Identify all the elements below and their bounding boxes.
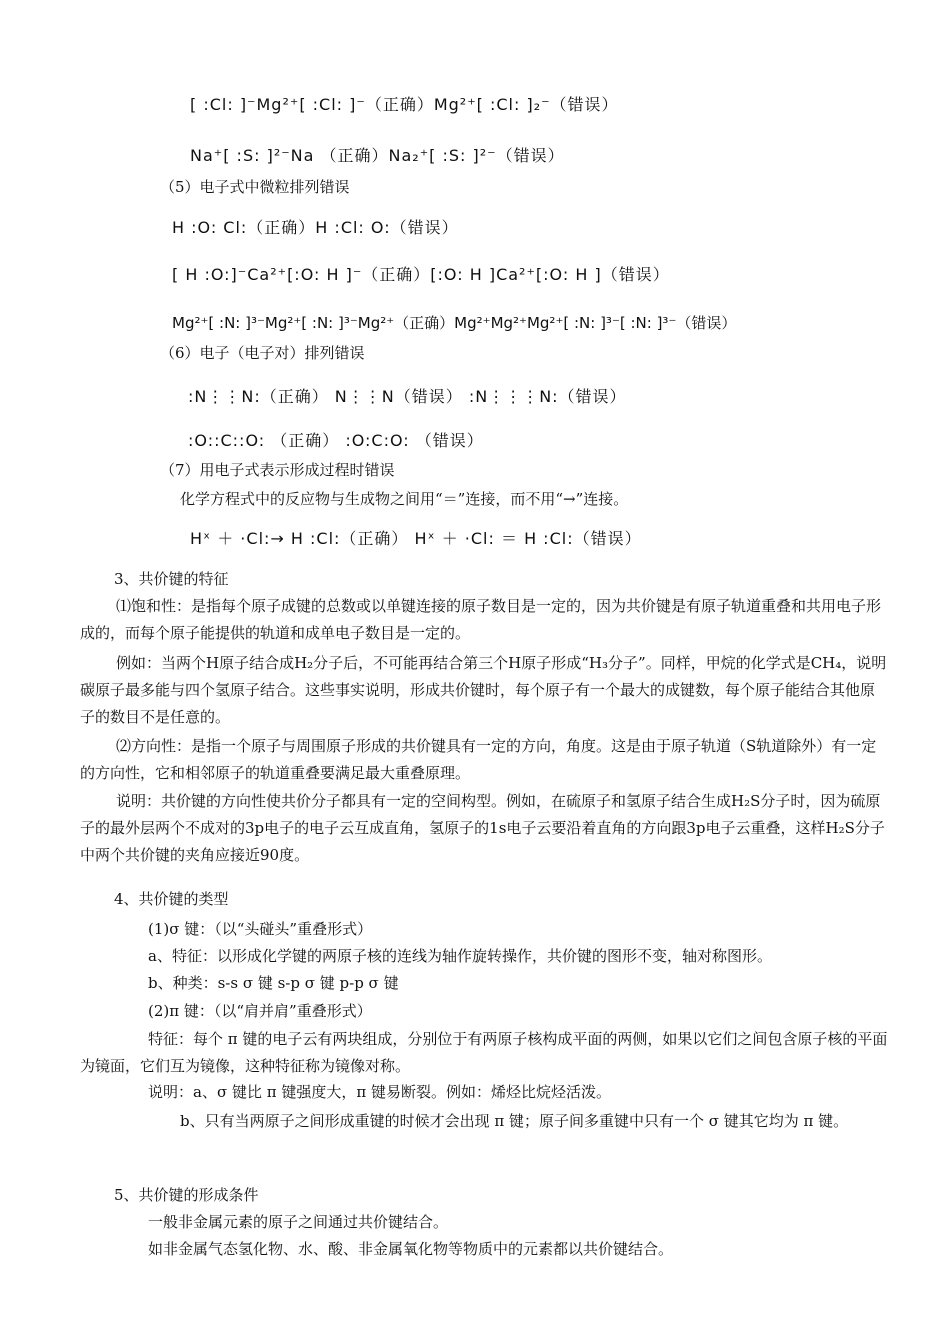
mgcl2-formula-line: [ :Cl: ]⁻Mg²⁺[ :Cl: ]⁻（正确）Mg²⁺[ :Cl: ]₂⁻（错误）	[190, 95, 619, 114]
pi-bond-feature: 特征：每个 π 键的电子云有两块组成，分别位于有两原子核构成平面的两侧，如果以它们之间包含原子核的平面为镜面，它们互为镜像，这种特征称为镜像对称。	[80, 1030, 888, 1075]
section-3-para-note: 说明：共价键的方向性使共价分子都具有一定的空间构型。例如，在硫原子和氢原子结合生成H₂S分子时，因为硫原子的最外层两个不成对的3p电子的电子云互成直角，氢原子的1s电子云要沿着直角的方向跟3p电子云重叠，这样H₂S分子中两个共价键的夹角应接近90度。	[80, 792, 885, 864]
co2-formula-line: :O::C::O: （正确） :O:C:O: （错误）	[188, 431, 484, 450]
pi-bond-heading: (2)π 键：（以“肩并肩”重叠形式）	[148, 1002, 372, 1020]
section-3-para-saturation: ⑴饱和性：是指每个原子成键的总数或以单键连接的原子数目是一定的，因为共价键是有原子轨道重叠和共用电子形成的，而每个原子能提供的轨道和成单电子数目是一定的。	[80, 597, 882, 642]
n2-formula-line: :N⋮⋮N:（正确） N⋮⋮N（错误） :N⋮⋮⋮N:（错误）	[188, 387, 627, 406]
section-3-para-example: 例如：当两个H原子结合成H₂分子后，不可能再结合第三个H原子形成“H₃分子”。同样，甲烷的化学式是CH₄，说明碳原子最多能与四个氢原子结合。这些事实说明，形成共价键时，每个原子有一个最大的成键数，每个原子能结合其他原子的数目不是任意的。	[80, 654, 887, 726]
caoh2-formula-line: [ H :O:]⁻Ca²⁺[:O: H ]⁻（正确）[:O: H ]Ca²⁺[:O: H ]（错误）	[172, 265, 670, 284]
section-3-title: 3、共价键的特征	[114, 570, 229, 588]
section-4-note-b: b、只有当两原子之间形成重键的时候才会出现 π 键；原子间多重键中只有一个 σ 键其它均为 π 键。	[180, 1112, 849, 1130]
sigma-bond-feature: a、特征：以形成化学键的两原子核的连线为轴作旋转操作，共价键的图形不变，轴对称图形。	[148, 947, 772, 965]
section-5-title: 5、共价键的形成条件	[114, 1186, 259, 1204]
item-6-heading: （6）电子（电子对）排列错误	[160, 344, 365, 362]
section-5-para-2: 如非金属气态氢化物、水、酸、非金属氧化物等物质中的元素都以共价键结合。	[148, 1240, 674, 1258]
na2s-formula-line: Na⁺[ :S: ]²⁻Na （正确）Na₂⁺[ :S: ]²⁻（错误）	[190, 146, 565, 165]
hocl-formula-line: H :O: Cl:（正确）H :Cl: O:（错误）	[172, 218, 459, 237]
section-5-para-1: 一般非金属元素的原子之间通过共价键结合。	[148, 1213, 449, 1231]
section-4-title: 4、共价键的类型	[114, 890, 229, 908]
section-3-para-direction: ⑵方向性：是指一个原子与周围原子形成的共价键具有一定的方向，角度。这是由于原子轨道（S轨道除外）有一定的方向性，它和相邻原子的轨道重叠要满足最大重叠原理。	[80, 737, 877, 782]
item-7-text: 化学方程式中的反应物与生成物之间用“＝”连接，而不用“→”连接。	[180, 490, 629, 508]
section-4-note-a: 说明：a、σ 键比 π 键强度大，π 键易断裂。例如：烯烃比烷烃活泼。	[148, 1083, 611, 1101]
item-7-heading: （7）用电子式表示形成过程时错误	[160, 461, 395, 479]
item-5-heading: （5）电子式中微粒排列错误	[160, 178, 350, 196]
hcl-formula-line: Hˣ ＋ ·Cl:→ H :Cl:（正确） Hˣ ＋ ·Cl: ＝ H :Cl:（错误）	[190, 529, 642, 548]
sigma-bond-types: b、种类：s-s σ 键 s-p σ 键 p-p σ 键	[148, 974, 399, 992]
sigma-bond-heading: (1)σ 键：（以“头碰头”重叠形式）	[148, 920, 373, 938]
mg3n2-formula-line: Mg²⁺[ :N: ]³⁻Mg²⁺[ :N: ]³⁻Mg²⁺（正确）Mg²⁺Mg²⁺Mg²⁺[ :N: ]³⁻[ :N: ]³⁻（错误）	[172, 314, 737, 332]
